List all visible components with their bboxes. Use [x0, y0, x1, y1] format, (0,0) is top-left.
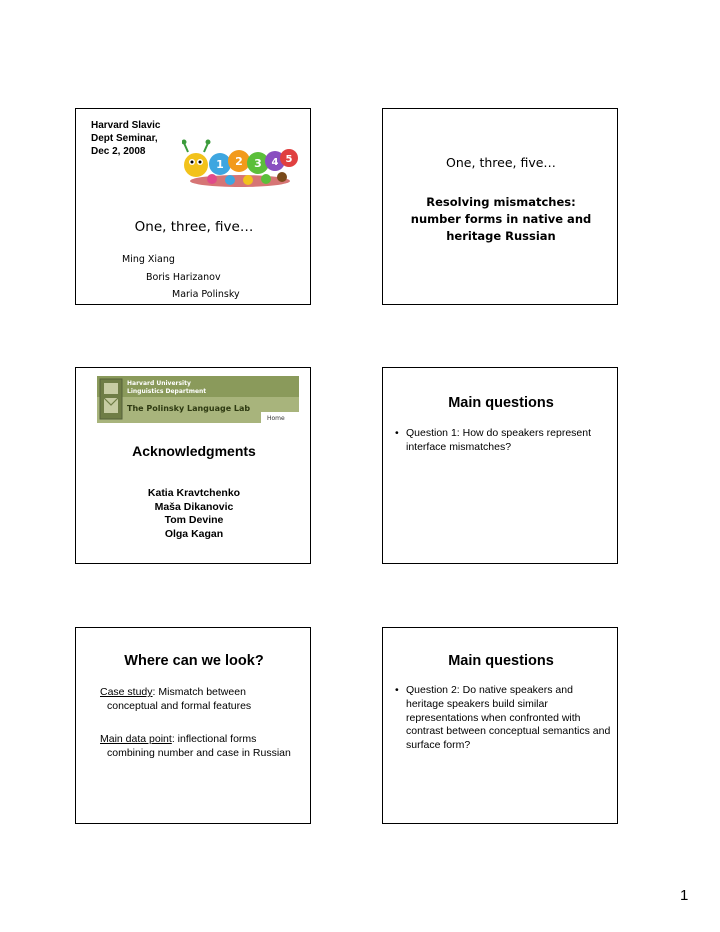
subtitle-line: number forms in native and [410, 212, 592, 226]
author-name: Boris Harizanov [146, 272, 221, 283]
svg-text:1: 1 [216, 158, 224, 171]
author-name: Maria Polinsky [172, 289, 240, 300]
author-name: Ming Xiang [122, 254, 175, 265]
slide-title: Where can we look? [124, 653, 264, 669]
acknowledged-name: Maša Dikanovic [154, 500, 234, 513]
banner-department-text: Linguistics Department [127, 388, 207, 395]
slide-3 [75, 367, 311, 564]
bullet-icon: • [395, 684, 399, 696]
paragraph-text: : Mismatch between [152, 686, 246, 698]
number-caterpillar-toy-image [182, 137, 298, 189]
slide-title: Acknowledgments [132, 443, 256, 459]
event-line: Dec 2, 2008 [91, 146, 146, 157]
svg-text:5: 5 [285, 154, 293, 165]
case-study-label: Case study [100, 686, 153, 698]
slide-5 [75, 627, 311, 824]
slide-4 [382, 367, 618, 564]
paragraph-text: : inflectional forms [171, 733, 257, 745]
page-number: 1 [680, 887, 689, 904]
event-line: Harvard Slavic [91, 120, 161, 131]
slide-title: Main questions [448, 395, 554, 411]
subtitle-line: Resolving mismatches: [426, 195, 576, 209]
slide-title: One, three, five… [446, 155, 556, 170]
case-study-paragraph [100, 685, 310, 713]
bullet-item [395, 427, 613, 455]
slide-1 [75, 108, 311, 305]
acknowledged-name: Olga Kagan [164, 528, 224, 541]
event-info [91, 119, 161, 158]
svg-text:2: 2 [235, 155, 243, 168]
polinsky-lab-banner-image [97, 376, 299, 423]
banner-university-text: Harvard University [127, 380, 191, 387]
bullet-text: Question 2: Do native speakers and heritage speakers build similar representations when confronted with contrast between conceptual semantics and surface form? [406, 684, 611, 752]
banner-lab-name: The Polinsky Language Lab [127, 404, 251, 413]
banner-home-link: Home [267, 415, 285, 422]
slide-title: One, three, five… [134, 219, 254, 235]
bullet-item [395, 684, 613, 753]
bullet-icon: • [395, 427, 399, 439]
svg-text:4: 4 [271, 157, 279, 168]
paragraph-text: combining number and case in Russian [107, 747, 291, 759]
slide-subtitle [393, 194, 609, 245]
subtitle-line: heritage Russian [446, 229, 556, 243]
acknowledged-name: Tom Devine [164, 514, 224, 527]
slide-6 [382, 627, 618, 824]
event-line: Dept Seminar, [91, 133, 158, 144]
slide-title: Main questions [448, 653, 554, 669]
acknowledged-names [76, 487, 312, 542]
paragraph-text: conceptual and formal features [107, 700, 252, 712]
slide-2 [382, 108, 618, 305]
main-data-point-paragraph [100, 732, 310, 760]
bullet-text: Question 1: How do speakers represent interface mismatches? [406, 427, 592, 453]
main-data-point-label: Main data point [100, 733, 172, 745]
svg-text:3: 3 [254, 157, 262, 170]
acknowledged-name: Katia Kravtchenko [147, 487, 241, 499]
